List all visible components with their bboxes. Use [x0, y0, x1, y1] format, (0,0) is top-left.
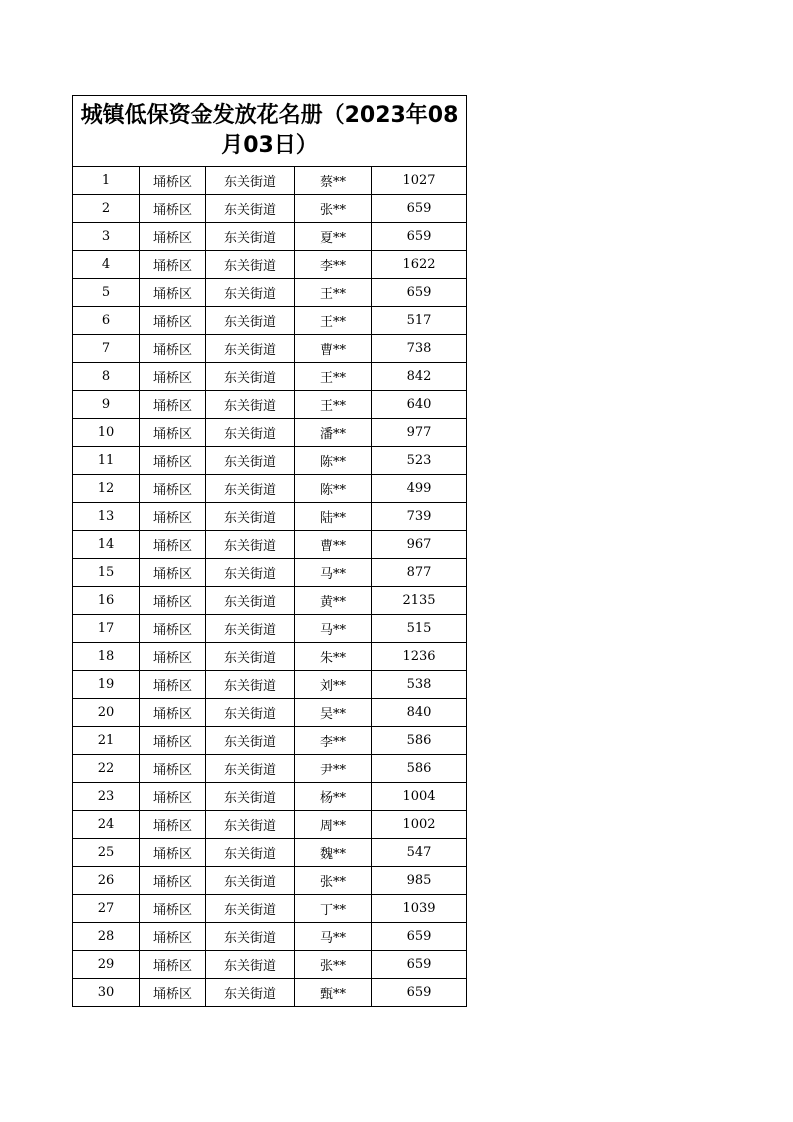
- row-index-cell: 19: [73, 671, 140, 699]
- subdistrict-cell: 东关街道: [206, 251, 295, 279]
- amount-cell: 1002: [372, 811, 467, 839]
- amount-cell: 1622: [372, 251, 467, 279]
- district-cell: 埇桥区: [140, 503, 206, 531]
- row-index-cell: 20: [73, 699, 140, 727]
- table-row: [73, 727, 467, 755]
- table-row: [73, 475, 467, 503]
- row-index-cell: 11: [73, 447, 140, 475]
- table-row: [73, 671, 467, 699]
- table-row: [73, 363, 467, 391]
- recipient-name-cell: 李**: [295, 727, 372, 755]
- table-row: [73, 811, 467, 839]
- table-row: [73, 979, 467, 1007]
- subdistrict-cell: 东关街道: [206, 503, 295, 531]
- subdistrict-cell: 东关街道: [206, 671, 295, 699]
- district-cell: 埇桥区: [140, 895, 206, 923]
- table-row: [73, 391, 467, 419]
- title-row: [73, 96, 467, 167]
- amount-cell: 515: [372, 615, 467, 643]
- table-row: [73, 531, 467, 559]
- recipient-name-cell: 张**: [295, 867, 372, 895]
- amount-cell: 1039: [372, 895, 467, 923]
- district-cell: 埇桥区: [140, 811, 206, 839]
- row-index-cell: 15: [73, 559, 140, 587]
- subdistrict-cell: 东关街道: [206, 559, 295, 587]
- table-row: [73, 307, 467, 335]
- amount-cell: 1004: [372, 783, 467, 811]
- district-cell: 埇桥区: [140, 979, 206, 1007]
- table-row: [73, 559, 467, 587]
- district-cell: 埇桥区: [140, 279, 206, 307]
- row-index-cell: 28: [73, 923, 140, 951]
- amount-cell: 840: [372, 699, 467, 727]
- subdistrict-cell: 东关街道: [206, 755, 295, 783]
- row-index-cell: 23: [73, 783, 140, 811]
- amount-cell: 738: [372, 335, 467, 363]
- row-index-cell: 7: [73, 335, 140, 363]
- table-row: [73, 223, 467, 251]
- district-cell: 埇桥区: [140, 475, 206, 503]
- table-row: [73, 923, 467, 951]
- row-index-cell: 9: [73, 391, 140, 419]
- row-index-cell: 12: [73, 475, 140, 503]
- recipient-name-cell: 王**: [295, 363, 372, 391]
- subdistrict-cell: 东关街道: [206, 307, 295, 335]
- amount-cell: 659: [372, 195, 467, 223]
- district-cell: 埇桥区: [140, 755, 206, 783]
- table-row: [73, 951, 467, 979]
- district-cell: 埇桥区: [140, 419, 206, 447]
- recipient-name-cell: 周**: [295, 811, 372, 839]
- recipient-name-cell: 杨**: [295, 783, 372, 811]
- recipient-name-cell: 尹**: [295, 755, 372, 783]
- district-cell: 埇桥区: [140, 699, 206, 727]
- amount-cell: 739: [372, 503, 467, 531]
- subdistrict-cell: 东关街道: [206, 867, 295, 895]
- amount-cell: 877: [372, 559, 467, 587]
- recipient-name-cell: 马**: [295, 559, 372, 587]
- amount-cell: 517: [372, 307, 467, 335]
- subdistrict-cell: 东关街道: [206, 643, 295, 671]
- recipient-name-cell: 李**: [295, 251, 372, 279]
- district-cell: 埇桥区: [140, 335, 206, 363]
- table-row: [73, 839, 467, 867]
- table-row: [73, 419, 467, 447]
- district-cell: 埇桥区: [140, 363, 206, 391]
- amount-cell: 659: [372, 223, 467, 251]
- subdistrict-cell: 东关街道: [206, 223, 295, 251]
- amount-cell: 523: [372, 447, 467, 475]
- subdistrict-cell: 东关街道: [206, 167, 295, 195]
- table-row: [73, 503, 467, 531]
- district-cell: 埇桥区: [140, 923, 206, 951]
- subdistrict-cell: 东关街道: [206, 979, 295, 1007]
- recipient-name-cell: 王**: [295, 307, 372, 335]
- amount-cell: 586: [372, 755, 467, 783]
- subdistrict-cell: 东关街道: [206, 923, 295, 951]
- table-row: [73, 279, 467, 307]
- district-cell: 埇桥区: [140, 839, 206, 867]
- table-row: [73, 167, 467, 195]
- recipient-name-cell: 夏**: [295, 223, 372, 251]
- row-index-cell: 3: [73, 223, 140, 251]
- subdistrict-cell: 东关街道: [206, 195, 295, 223]
- subdistrict-cell: 东关街道: [206, 531, 295, 559]
- amount-cell: 977: [372, 419, 467, 447]
- table-row: [73, 447, 467, 475]
- subdistrict-cell: 东关街道: [206, 391, 295, 419]
- row-index-cell: 30: [73, 979, 140, 1007]
- row-index-cell: 21: [73, 727, 140, 755]
- subdistrict-cell: 东关街道: [206, 783, 295, 811]
- subdistrict-cell: 东关街道: [206, 839, 295, 867]
- amount-cell: 1027: [372, 167, 467, 195]
- row-index-cell: 8: [73, 363, 140, 391]
- recipient-name-cell: 曹**: [295, 531, 372, 559]
- recipient-name-cell: 张**: [295, 195, 372, 223]
- amount-cell: 640: [372, 391, 467, 419]
- table-row: [73, 699, 467, 727]
- table-row: [73, 867, 467, 895]
- amount-cell: 842: [372, 363, 467, 391]
- district-cell: 埇桥区: [140, 587, 206, 615]
- subdistrict-cell: 东关街道: [206, 447, 295, 475]
- table-row: [73, 895, 467, 923]
- district-cell: 埇桥区: [140, 671, 206, 699]
- subdistrict-cell: 东关街道: [206, 615, 295, 643]
- table-row: [73, 251, 467, 279]
- recipient-name-cell: 陆**: [295, 503, 372, 531]
- district-cell: 埇桥区: [140, 391, 206, 419]
- subdistrict-cell: 东关街道: [206, 727, 295, 755]
- subdistrict-cell: 东关街道: [206, 699, 295, 727]
- recipient-name-cell: 潘**: [295, 419, 372, 447]
- row-index-cell: 14: [73, 531, 140, 559]
- recipient-name-cell: 王**: [295, 391, 372, 419]
- district-cell: 埇桥区: [140, 223, 206, 251]
- district-cell: 埇桥区: [140, 447, 206, 475]
- table-row: [73, 335, 467, 363]
- row-index-cell: 5: [73, 279, 140, 307]
- recipient-name-cell: 刘**: [295, 671, 372, 699]
- amount-cell: 499: [372, 475, 467, 503]
- row-index-cell: 29: [73, 951, 140, 979]
- amount-cell: 1236: [372, 643, 467, 671]
- amount-cell: 586: [372, 727, 467, 755]
- district-cell: 埇桥区: [140, 643, 206, 671]
- recipient-name-cell: 魏**: [295, 839, 372, 867]
- district-cell: 埇桥区: [140, 783, 206, 811]
- recipient-name-cell: 曹**: [295, 335, 372, 363]
- subdistrict-cell: 东关街道: [206, 951, 295, 979]
- amount-cell: 538: [372, 671, 467, 699]
- subdistrict-cell: 东关街道: [206, 363, 295, 391]
- row-index-cell: 25: [73, 839, 140, 867]
- recipient-name-cell: 蔡**: [295, 167, 372, 195]
- table-row: [73, 643, 467, 671]
- district-cell: 埇桥区: [140, 951, 206, 979]
- subdistrict-cell: 东关街道: [206, 335, 295, 363]
- amount-cell: 547: [372, 839, 467, 867]
- recipient-name-cell: 丁**: [295, 895, 372, 923]
- district-cell: 埇桥区: [140, 615, 206, 643]
- row-index-cell: 24: [73, 811, 140, 839]
- row-index-cell: 4: [73, 251, 140, 279]
- row-index-cell: 26: [73, 867, 140, 895]
- district-cell: 埇桥区: [140, 867, 206, 895]
- amount-cell: 659: [372, 923, 467, 951]
- recipient-name-cell: 甄**: [295, 979, 372, 1007]
- table-row: [73, 615, 467, 643]
- recipient-name-cell: 马**: [295, 615, 372, 643]
- recipient-name-cell: 陈**: [295, 475, 372, 503]
- amount-cell: 967: [372, 531, 467, 559]
- amount-cell: 659: [372, 979, 467, 1007]
- district-cell: 埇桥区: [140, 167, 206, 195]
- row-index-cell: 17: [73, 615, 140, 643]
- recipient-name-cell: 朱**: [295, 643, 372, 671]
- district-cell: 埇桥区: [140, 559, 206, 587]
- row-index-cell: 10: [73, 419, 140, 447]
- row-index-cell: 1: [73, 167, 140, 195]
- row-index-cell: 13: [73, 503, 140, 531]
- table-row: [73, 783, 467, 811]
- amount-cell: 985: [372, 867, 467, 895]
- table-row: [73, 195, 467, 223]
- amount-cell: 659: [372, 279, 467, 307]
- subdistrict-cell: 东关街道: [206, 475, 295, 503]
- recipient-name-cell: 马**: [295, 923, 372, 951]
- table-row: [73, 587, 467, 615]
- subdistrict-cell: 东关街道: [206, 895, 295, 923]
- row-index-cell: 22: [73, 755, 140, 783]
- row-index-cell: 2: [73, 195, 140, 223]
- amount-cell: 659: [372, 951, 467, 979]
- document-title: 城镇低保资金发放花名册（2023年08月03日）: [73, 96, 467, 167]
- district-cell: 埇桥区: [140, 251, 206, 279]
- recipient-name-cell: 吴**: [295, 699, 372, 727]
- roster-table: [72, 95, 467, 1007]
- district-cell: 埇桥区: [140, 307, 206, 335]
- row-index-cell: 27: [73, 895, 140, 923]
- recipient-name-cell: 王**: [295, 279, 372, 307]
- district-cell: 埇桥区: [140, 531, 206, 559]
- district-cell: 埇桥区: [140, 727, 206, 755]
- subdistrict-cell: 东关街道: [206, 587, 295, 615]
- roster-table-body: [73, 96, 467, 1007]
- table-row: [73, 755, 467, 783]
- recipient-name-cell: 黄**: [295, 587, 372, 615]
- subdistrict-cell: 东关街道: [206, 811, 295, 839]
- recipient-name-cell: 张**: [295, 951, 372, 979]
- recipient-name-cell: 陈**: [295, 447, 372, 475]
- amount-cell: 2135: [372, 587, 467, 615]
- row-index-cell: 18: [73, 643, 140, 671]
- subdistrict-cell: 东关街道: [206, 419, 295, 447]
- subdistrict-cell: 东关街道: [206, 279, 295, 307]
- row-index-cell: 6: [73, 307, 140, 335]
- row-index-cell: 16: [73, 587, 140, 615]
- district-cell: 埇桥区: [140, 195, 206, 223]
